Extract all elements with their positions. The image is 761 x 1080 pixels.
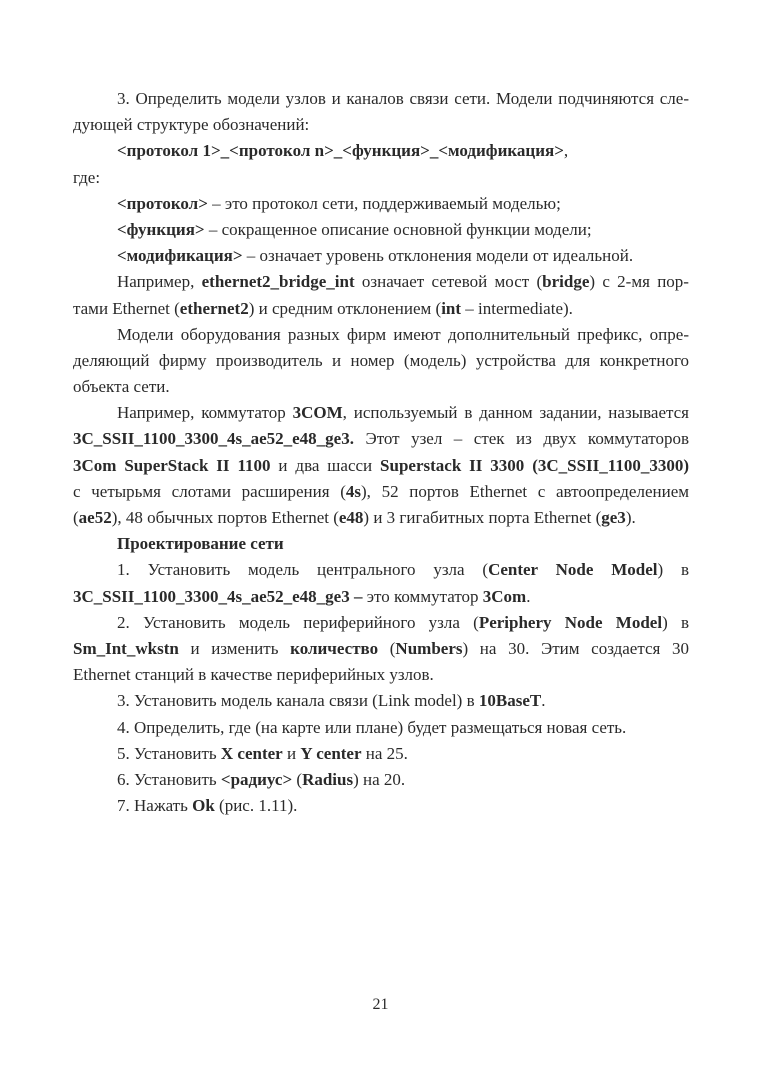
paragraph-line: Например, коммутатор 3COM, используемый в данном задании, называется [117, 403, 689, 423]
paragraph-line: 3C_SSII_1100_3300_4s_ae52_e48_ge3. Этот узел – стек из двух коммутаторов [73, 429, 689, 449]
document-page [73, 86, 689, 819]
paragraph-line: деляющий фирму производитель и номер (модель) устройства для конкретного [73, 350, 689, 370]
step-2-continued: Ethernet станций в качестве периферийных узлов. [73, 665, 434, 685]
step-3: 3. Установить модель канала связи (Link model) в 10BaseT. [117, 691, 546, 711]
step-7: 7. Нажать Ok (рис. 1.11). [117, 796, 298, 816]
definition-protocol: <протокол> – это протокол сети, поддерживаемый моделью; [117, 193, 561, 213]
paragraph-line: объекта сети. [73, 377, 170, 397]
paragraph-line: Например, ethernet2_bridge_int означает сетевой мост (bridge) с 2-мя пор- [117, 272, 689, 292]
paragraph-line: 3. Определить модели узлов и каналов связи сети. Модели подчиняются сле- [117, 89, 689, 108]
paragraph-line: дующей структуре обозначений: [73, 115, 310, 135]
paragraph-line: с четырьмя слотами расширения (4s), 52 портов Ethernet с автоопределением [73, 481, 689, 501]
step-6: 6. Установить <радиус> (Radius) на 20. [117, 769, 406, 789]
notation-formula: <протокол 1>_<протокол n>_<функция>_<модификация>, [117, 141, 569, 161]
paragraph-line: (ae52), 48 обычных портов Ethernet (e48) и 3 гигабитных порта Ethernet (ge3). [73, 508, 636, 527]
step-1-continued: 3C_SSII_1100_3300_4s_ae52_e48_ge3 – это коммутатор 3Com. [73, 586, 531, 606]
step-1: 1. Установить модель центрального узла (Center Node Model) в [117, 560, 689, 580]
paragraph-line: 3Com SuperStack II 1100 и два шасси Superstack II 3300 (3C_SSII_1100_3300) [73, 455, 689, 475]
step-2: 2. Установить модель периферийного узла (Periphery Node Model) в [117, 612, 689, 632]
step-2-continued: Sm_Int_wkstn и изменить количество (Numbers) на 30. Этим создается 30 [73, 638, 689, 658]
page-number: 21 [372, 996, 389, 1013]
paragraph-line: тами Ethernet (ethernet2) и средним отклонением (int – intermediate). [73, 298, 573, 318]
section-heading: Проектирование сети [117, 534, 284, 554]
definition-function: <функция> – сокращенное описание основной функции модели; [117, 219, 592, 239]
definition-modification: <модификация> – означает уровень отклонения модели от идеальной. [117, 246, 634, 266]
paragraph-line: где: [73, 167, 101, 187]
step-4: 4. Определить, где (на карте или плане) будет размещаться новая сеть. [117, 717, 627, 737]
step-5: 5. Установить X center и Y center на 25. [117, 743, 408, 763]
paragraph-line: Модели оборудования разных фирм имеют дополнительный префикс, опре- [117, 324, 689, 344]
